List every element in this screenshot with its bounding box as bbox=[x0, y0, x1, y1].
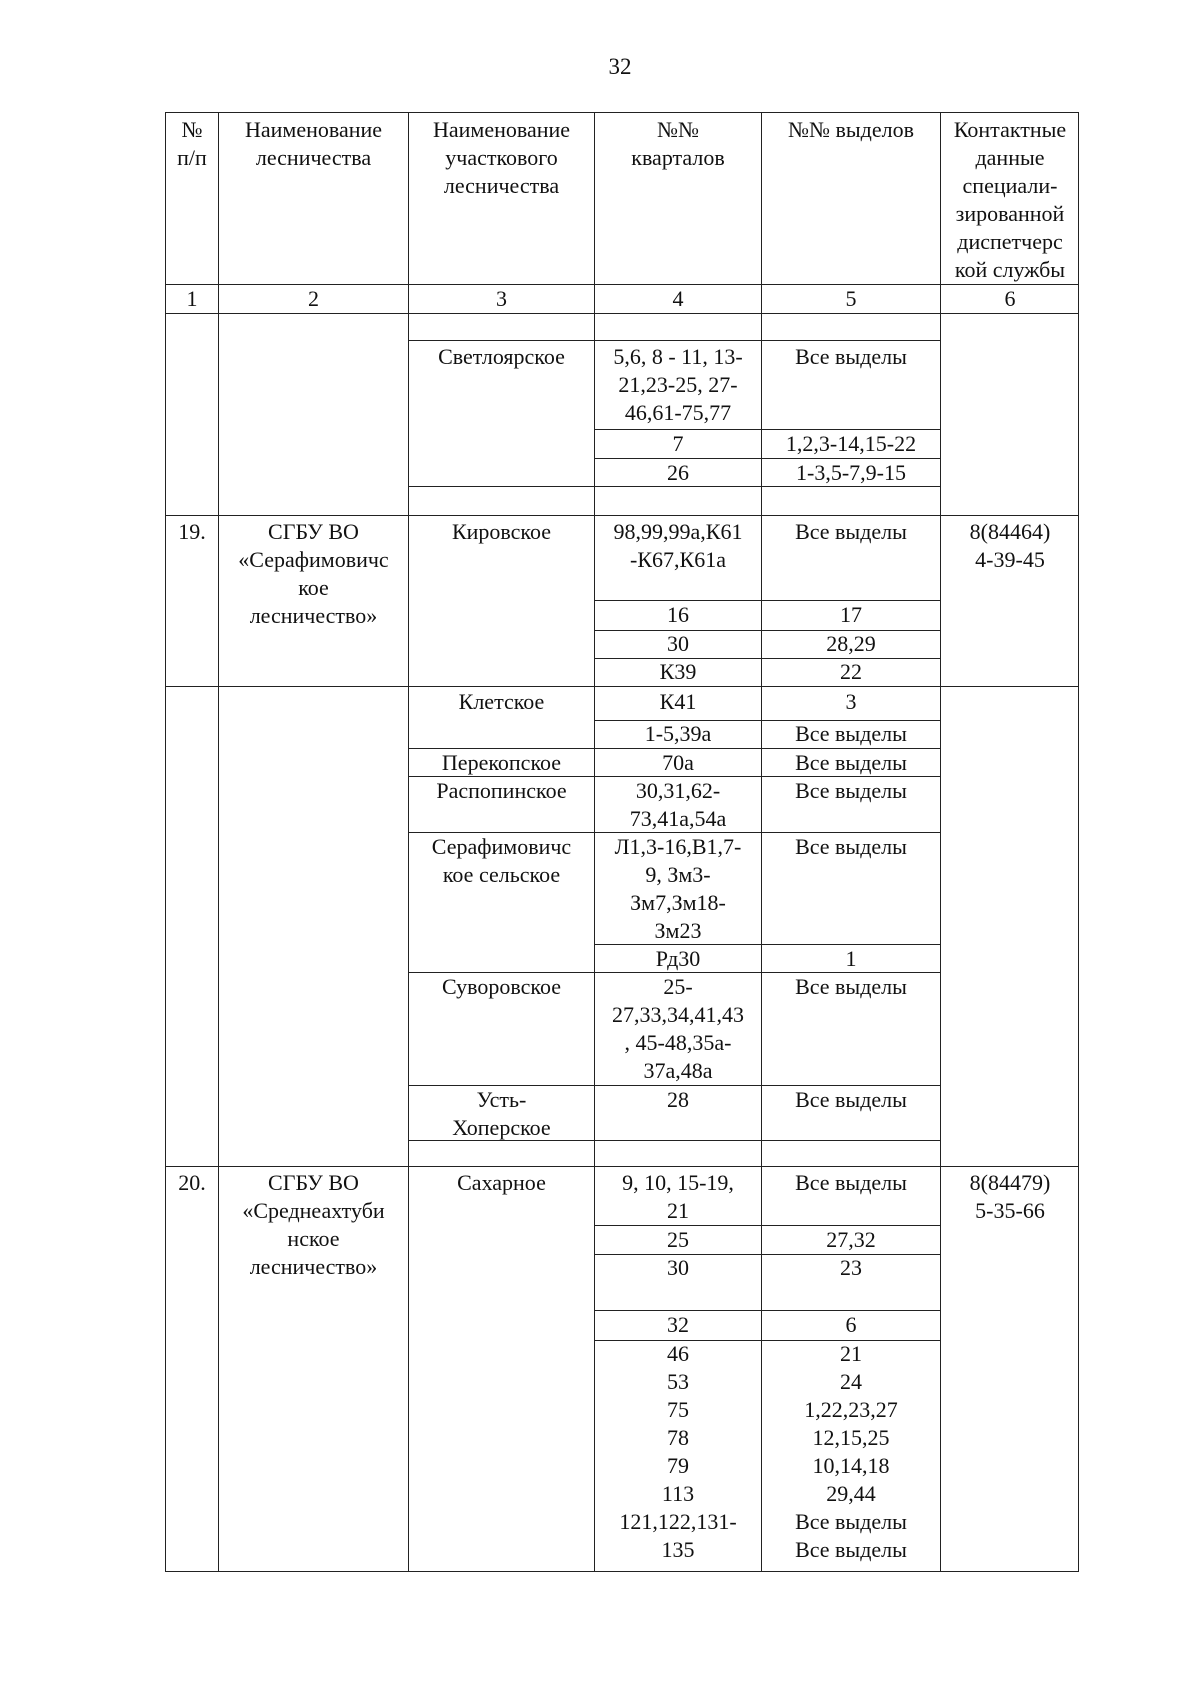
district-name: Распопинское bbox=[436, 778, 567, 803]
sections-cell: 17 bbox=[840, 602, 862, 627]
district-name: Усть- Хоперское bbox=[452, 1087, 551, 1140]
forestry-name: СГБУ ВО «Серафимовичс кое лесничество» bbox=[238, 519, 389, 628]
col-divider bbox=[218, 112, 219, 1572]
quarters-cell: 30,31,62- 73,41а,54а bbox=[629, 778, 727, 831]
column-number: 2 bbox=[308, 286, 319, 311]
sections-cell: Все выделы bbox=[795, 778, 907, 803]
district-name: Перекопское bbox=[441, 750, 562, 775]
sections-list: 21 24 1,22,23,27 12,15,25 10,14,18 29,44 Все выделы Все выделы bbox=[795, 1341, 907, 1562]
header-contacts: Контактные данные специали- зированной диспетчерс кой службы bbox=[953, 117, 1067, 282]
sections-cell: Все выделы bbox=[795, 1170, 907, 1195]
quarters-cell: 32 bbox=[667, 1312, 689, 1337]
district-name: Сахарное bbox=[457, 1170, 546, 1195]
sections-cell: 1 bbox=[845, 946, 857, 971]
entry-number: 20. bbox=[178, 1170, 206, 1195]
column-number: 1 bbox=[186, 286, 198, 311]
contact-phone: 8(84464) 4-39-45 bbox=[969, 519, 1051, 572]
header-district-forestry: Наименование участкового лесничества bbox=[432, 117, 571, 198]
sections-cell: 6 bbox=[845, 1312, 857, 1337]
quarters-cell: 25- 27,33,34,41,43 , 45-48,35а- 37а,48а bbox=[612, 974, 744, 1083]
sections-cell: Все выделы bbox=[795, 721, 907, 746]
entry-number: 19. bbox=[178, 519, 206, 544]
sections-cell: Все выделы bbox=[795, 344, 907, 369]
quarters-cell: Л1,3-16,В1,7- 9, Зм3- Зм7,Зм18- Зм23 bbox=[614, 834, 742, 943]
col-divider bbox=[940, 112, 941, 1572]
quarters-cell: 30 bbox=[667, 631, 689, 656]
quarters-cell: 16 bbox=[667, 602, 689, 627]
column-number: 6 bbox=[1004, 286, 1016, 311]
column-number: 5 bbox=[845, 286, 857, 311]
contact-phone: 8(84479) 5-35-66 bbox=[969, 1170, 1051, 1223]
row-divider bbox=[408, 340, 940, 341]
quarters-cell: 1-5,39а bbox=[644, 721, 712, 746]
quarters-cell: 28 bbox=[667, 1087, 689, 1112]
sections-cell: Все выделы bbox=[795, 750, 907, 775]
row-divider bbox=[165, 515, 1079, 516]
sections-cell: 3 bbox=[845, 689, 857, 714]
forestry-name: СГБУ ВО «Среднеахтуби нское лесничество» bbox=[242, 1170, 385, 1279]
quarters-cell: 30 bbox=[667, 1255, 689, 1280]
column-number: 4 bbox=[672, 286, 684, 311]
quarters-cell: 70а bbox=[662, 750, 694, 775]
district-name: Светлоярское bbox=[438, 344, 565, 369]
sections-cell: Все выделы bbox=[795, 519, 907, 544]
sections-cell: 1,2,3-14,15-22 bbox=[785, 431, 917, 456]
quarters-cell: 98,99,99а,К61 -К67,К61а bbox=[613, 519, 743, 572]
header-sections: №№ выделов bbox=[788, 117, 914, 142]
quarters-cell: 25 bbox=[667, 1227, 689, 1252]
sections-cell: Все выделы bbox=[795, 834, 907, 859]
page-number: 32 bbox=[608, 54, 632, 79]
district-name: Суворовское bbox=[442, 974, 561, 999]
quarters-cell: 9, 10, 15-19, 21 bbox=[622, 1170, 734, 1223]
quarters-list: 46 53 75 78 79 113 121,122,131- 135 bbox=[619, 1341, 737, 1562]
district-name: Серафимовичс кое сельское bbox=[431, 834, 572, 887]
quarters-cell: К39 bbox=[659, 659, 697, 684]
header-quarters: №№ кварталов bbox=[631, 117, 725, 170]
row-divider bbox=[165, 313, 1079, 314]
sections-cell: 28,29 bbox=[826, 631, 876, 656]
column-number: 3 bbox=[496, 286, 507, 311]
quarters-cell: 5,6, 8 - 11, 13- 21,23-25, 27- 46,61-75,77 bbox=[613, 344, 743, 425]
quarters-cell: 7 bbox=[672, 431, 684, 456]
quarters-cell: 26 bbox=[667, 460, 689, 485]
sections-cell: 22 bbox=[840, 659, 862, 684]
quarters-cell: К41 bbox=[659, 689, 697, 714]
quarters-cell: Рд30 bbox=[655, 946, 701, 971]
district-name: Кировское bbox=[451, 519, 552, 544]
sections-cell: 23 bbox=[840, 1255, 862, 1280]
sections-cell: 27,32 bbox=[826, 1227, 876, 1252]
row-divider bbox=[165, 686, 1079, 687]
row-divider bbox=[165, 1166, 1079, 1167]
sections-cell: Все выделы bbox=[795, 974, 907, 999]
header-number: № п/п bbox=[177, 117, 207, 170]
sections-cell: 1-3,5-7,9-15 bbox=[796, 460, 906, 485]
district-name: Клетское bbox=[458, 689, 545, 714]
header-forestry: Наименование лесничества bbox=[244, 117, 383, 170]
sections-cell: Все выделы bbox=[795, 1087, 907, 1112]
